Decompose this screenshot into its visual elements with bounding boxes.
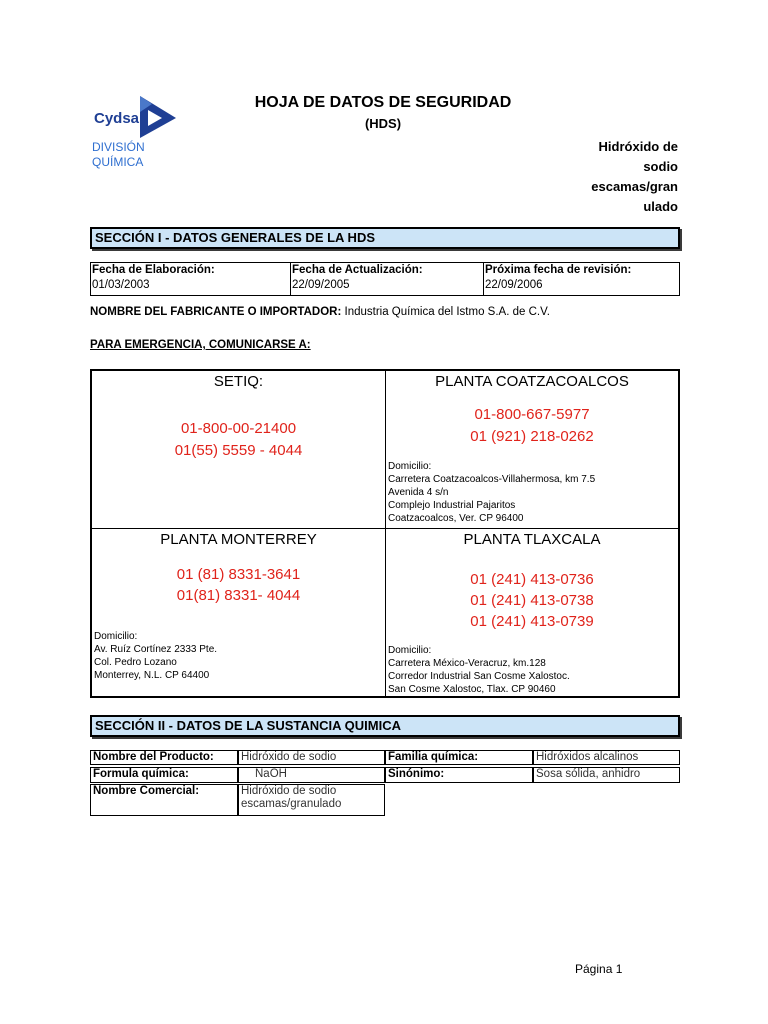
commercial-name-value — [238, 784, 385, 816]
dates-table — [90, 262, 680, 296]
contact-title: PLANTA COATZACOALCOS — [435, 373, 629, 390]
product-line: escamas/gran — [591, 179, 678, 194]
division-line-2: QUÍMICA — [92, 155, 144, 169]
phone-number: 01(81) 8331- 4044 — [176, 587, 301, 604]
product-name-label: Nombre del Producto: — [90, 750, 238, 765]
contact-title: SETIQ: — [213, 373, 264, 390]
date-value: 22/09/2005 — [292, 279, 350, 291]
product-line: sodio — [643, 159, 678, 174]
commercial-name-line: Hidróxido de sodio — [241, 785, 337, 797]
address-line: Col. Pedro Lozano — [94, 657, 177, 668]
document-subtitle: (HDS) — [364, 116, 402, 131]
division-label — [92, 140, 145, 170]
substance-row — [90, 767, 680, 783]
phone-number: 01 (81) 8331-3641 — [176, 566, 301, 583]
contact-coatzacoalcos — [386, 371, 678, 529]
section-2-header: SECCIÓN II - DATOS DE LA SUSTANCIA QUIMICA — [90, 715, 680, 737]
product-name-header — [560, 137, 678, 217]
address-line: Monterrey, N.L. CP 64400 — [94, 670, 210, 681]
phone-number: 01-800-667-5977 — [474, 406, 590, 423]
phone-number: 01 (241) 413-0736 — [470, 571, 594, 588]
address-line: Coatzacoalcos, Ver. CP 96400 — [388, 513, 524, 524]
family-value: Hidróxidos alcalinos — [533, 750, 680, 765]
division-line-1: DIVISIÓN — [92, 140, 145, 154]
date-value: 22/09/2006 — [485, 279, 543, 291]
address-line: Carretera México-Veracruz, km.128 — [388, 658, 546, 669]
contact-tlaxcala — [386, 529, 678, 696]
address-line: Av. Ruíz Cortínez 2333 Pte. — [94, 644, 218, 655]
address-line: Complejo Industrial Pajaritos — [388, 500, 516, 511]
address-line: Corredor Industrial San Cosme Xalostoc. — [388, 671, 570, 682]
phone-number: 01-800-00-21400 — [180, 420, 297, 437]
address-line: Domicilio: — [94, 631, 138, 642]
commercial-name-label: Nombre Comercial: — [90, 784, 238, 816]
product-name-value: Hidróxido de sodio — [238, 750, 385, 765]
brand-name: Cydsa — [94, 110, 140, 127]
formula-label: Formula química: — [90, 767, 238, 783]
date-update-cell — [291, 263, 484, 295]
contact-setiq — [92, 371, 386, 529]
address-line: Domicilio: — [388, 645, 432, 656]
address-line: Domicilio: — [388, 461, 432, 472]
date-label: Fecha de Actualización: — [292, 264, 423, 276]
address-line: Carretera Coatzacoalcos-Villahermosa, km 7.5 — [388, 474, 596, 485]
synonym-label: Sinónimo: — [385, 767, 533, 783]
cydsa-logo-icon — [138, 96, 178, 138]
date-elaboration-cell — [91, 263, 291, 295]
manufacturer-value: Industria Química del Istmo S.A. de C.V. — [344, 306, 550, 318]
address-line: San Cosme Xalostoc, Tlax. CP 90460 — [388, 684, 556, 695]
manufacturer-label: NOMBRE DEL FABRICANTE O IMPORTADOR: — [90, 306, 342, 318]
contact-monterrey — [92, 529, 386, 696]
contact-address — [388, 460, 595, 525]
emergency-label: PARA EMERGENCIA, COMUNICARSE A: — [90, 339, 311, 351]
page-number: Página 1 — [575, 962, 623, 976]
address-line: Avenida 4 s/n — [388, 487, 449, 498]
family-label: Familia química: — [385, 750, 533, 765]
substance-row — [90, 750, 680, 765]
manufacturer-line — [90, 306, 550, 318]
document-title: HOJA DE DATOS DE SEGURIDAD — [254, 94, 512, 111]
phone-number: 01 (241) 413-0738 — [470, 592, 594, 609]
emergency-contacts-grid — [90, 369, 680, 698]
date-label: Fecha de Elaboración: — [92, 264, 215, 276]
phone-number: 01 (921) 218-0262 — [470, 428, 594, 445]
synonym-value: Sosa sólida, anhidro — [533, 767, 680, 783]
product-line: Hidróxido de — [598, 139, 678, 154]
contact-title: PLANTA TLAXCALA — [463, 531, 601, 548]
date-next-revision-cell — [484, 263, 679, 295]
phone-number: 01(55) 5559 - 4044 — [174, 442, 303, 459]
contact-address — [388, 644, 570, 696]
date-value: 01/03/2003 — [92, 279, 150, 291]
formula-value: NaOH — [238, 767, 385, 783]
contact-address — [94, 630, 217, 682]
section-1-header: SECCIÓN I - DATOS GENERALES DE LA HDS — [90, 227, 680, 249]
contact-title: PLANTA MONTERREY — [160, 531, 317, 548]
substance-row — [90, 784, 385, 816]
product-line: ulado — [643, 199, 678, 214]
phone-number: 01 (241) 413-0739 — [470, 613, 594, 630]
date-label: Próxima fecha de revisión: — [485, 264, 632, 276]
commercial-name-line: escamas/granulado — [241, 798, 342, 810]
